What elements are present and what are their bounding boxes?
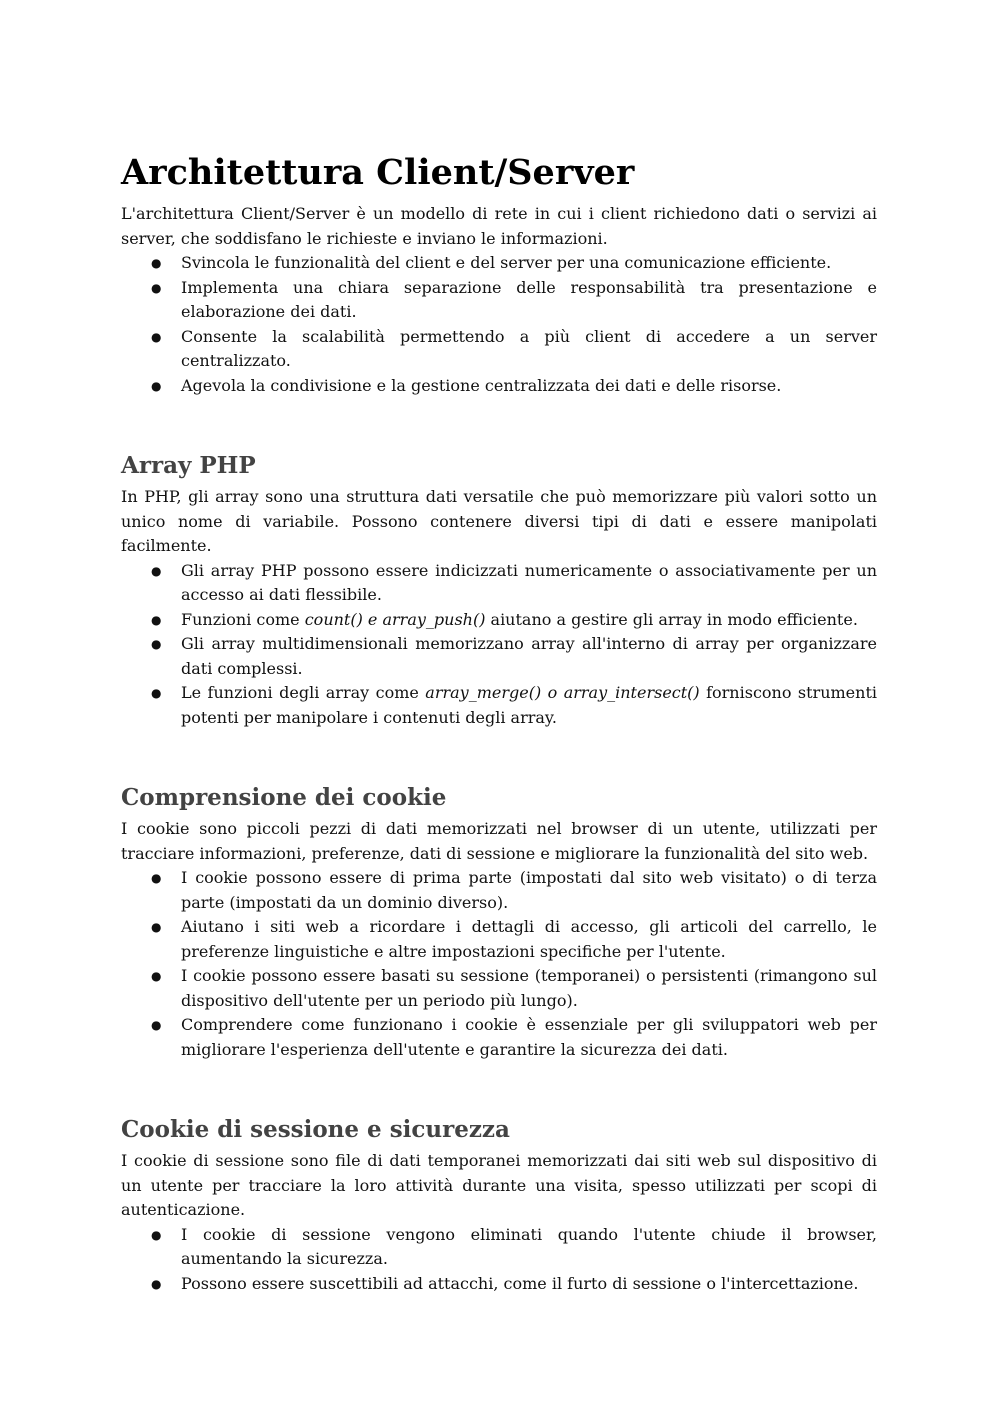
section-session-cookie [121,1115,877,1296]
list-item-text: I cookie possono essere di prima parte (impostati dal sito web visitato) o di terza parte (impostati da un dominio diverso). [181,868,877,912]
section-cookie [121,783,877,1062]
list-item [121,915,877,964]
bullet-icon: ● [151,256,162,270]
list-item-text: Consente la scalabilità permettendo a più client di accedere a un server centralizzato. [181,326,877,370]
bullet-list [121,866,877,1062]
bullet-icon: ● [151,612,162,627]
list-item [121,1013,877,1062]
section-array-php [121,451,877,730]
section-paragraph: I cookie di sessione sono file di dati temporanei memorizzati dai siti web sul dispositivo di un utente per tracciare la loro attività durante una visita, spesso utilizzati per scopi di autenticazione. [121,1151,877,1219]
list-item [121,681,877,730]
bullet-icon: ● [151,920,162,934]
section-heading: Cookie di sessione e sicurezza [121,1116,510,1143]
section-heading: Array PHP [121,452,256,479]
list-item-text: Comprendere come funzionano i cookie è essenziale per gli sviluppatori web per migliorare l'esperienza dell'utente e garantire la sicurezza dei dati. [181,1015,877,1059]
list-item [121,374,877,399]
list-item [121,964,877,1013]
list-item-text: forniscono strumenti potenti per manipolare i contenuti degli array. [181,683,877,727]
list-item [121,276,877,325]
bullet-list [121,559,877,731]
list-item [121,1223,877,1272]
list-item-text: Le funzioni degli array come [181,683,426,702]
bullet-icon: ● [151,563,162,578]
bullet-list [121,251,877,398]
list-item-text: Gli array PHP possono essere indicizzati numericamente o associativamente per un accesso ai dati flessibile. [181,560,877,604]
section-paragraph: L'architettura Client/Server è un modello di rete in cui i client richiedono dati o servizi ai server, che soddisfano le richieste e inviano le informazioni. [121,204,877,248]
code-reference: array_merge() o array_intersect() [425,683,700,702]
bullet-icon: ● [151,871,162,885]
list-item [121,866,877,915]
list-item [121,1272,877,1297]
list-item-text: Gli array multidimensionali memorizzano array all'interno di array per organizzare dati complessi. [181,634,877,678]
bullet-list [121,1223,877,1297]
code-reference: count() e array_push() [304,609,486,629]
list-item-text: Implementa una chiara separazione delle responsabilità tra presentazione e elaborazione dei dati. [181,277,877,321]
section-client-server [121,150,877,398]
list-item-text: aiutano a gestire gli array in modo efficiente. [485,609,858,629]
list-item-text: Funzioni come [181,609,305,629]
list-item [121,632,877,681]
section-paragraph: In PHP, gli array sono una struttura dati versatile che può memorizzare più valori sotto un unico nome di variabile. Possono contenere diversi tipi di dati e essere manipolati facilmente. [121,487,877,555]
list-item [121,608,877,633]
list-item [121,251,877,276]
list-item-text: I cookie possono essere basati su sessione (temporanei) o persistenti (rimangono sul dispositivo dell'utente per un periodo più lungo). [181,966,877,1010]
section-paragraph: I cookie sono piccoli pezzi di dati memorizzati nel browser di un utente, utilizzati per tracciare informazioni, preferenze, dati di sessione e migliorare la funzionalità del sito web. [121,819,877,863]
list-item [121,325,877,374]
bullet-icon: ● [151,378,162,393]
list-item-text: Possono essere suscettibili ad attacchi, come il furto di sessione o l'intercettazione. [181,1273,859,1293]
bullet-icon: ● [151,1018,162,1032]
list-item-text: Agevola la condivisione e la gestione centralizzata dei dati e delle risorse. [181,375,782,395]
list-item-text: I cookie di sessione vengono eliminati quando l'utente chiude il browser, aumentando la sicurezza. [181,1224,877,1268]
bullet-icon: ● [151,329,162,344]
page-title: Architettura Client/Server [121,152,635,193]
list-item [121,559,877,608]
bullet-icon: ● [151,1276,162,1291]
bullet-icon: ● [151,280,162,295]
document-content [121,150,877,1296]
list-item-text: Aiutano i siti web a ricordare i dettagli di accesso, gli articoli del carrello, le preferenze linguistiche e altre impostazioni specifiche per l'utente. [181,917,877,961]
list-item-text: Svincola le funzionalità del client e del server per una comunicazione efficiente. [181,253,832,272]
section-heading: Comprensione dei cookie [121,784,447,811]
bullet-icon: ● [151,969,162,983]
bullet-icon: ● [151,1227,162,1242]
bullet-icon: ● [151,637,162,651]
bullet-icon: ● [151,686,162,700]
